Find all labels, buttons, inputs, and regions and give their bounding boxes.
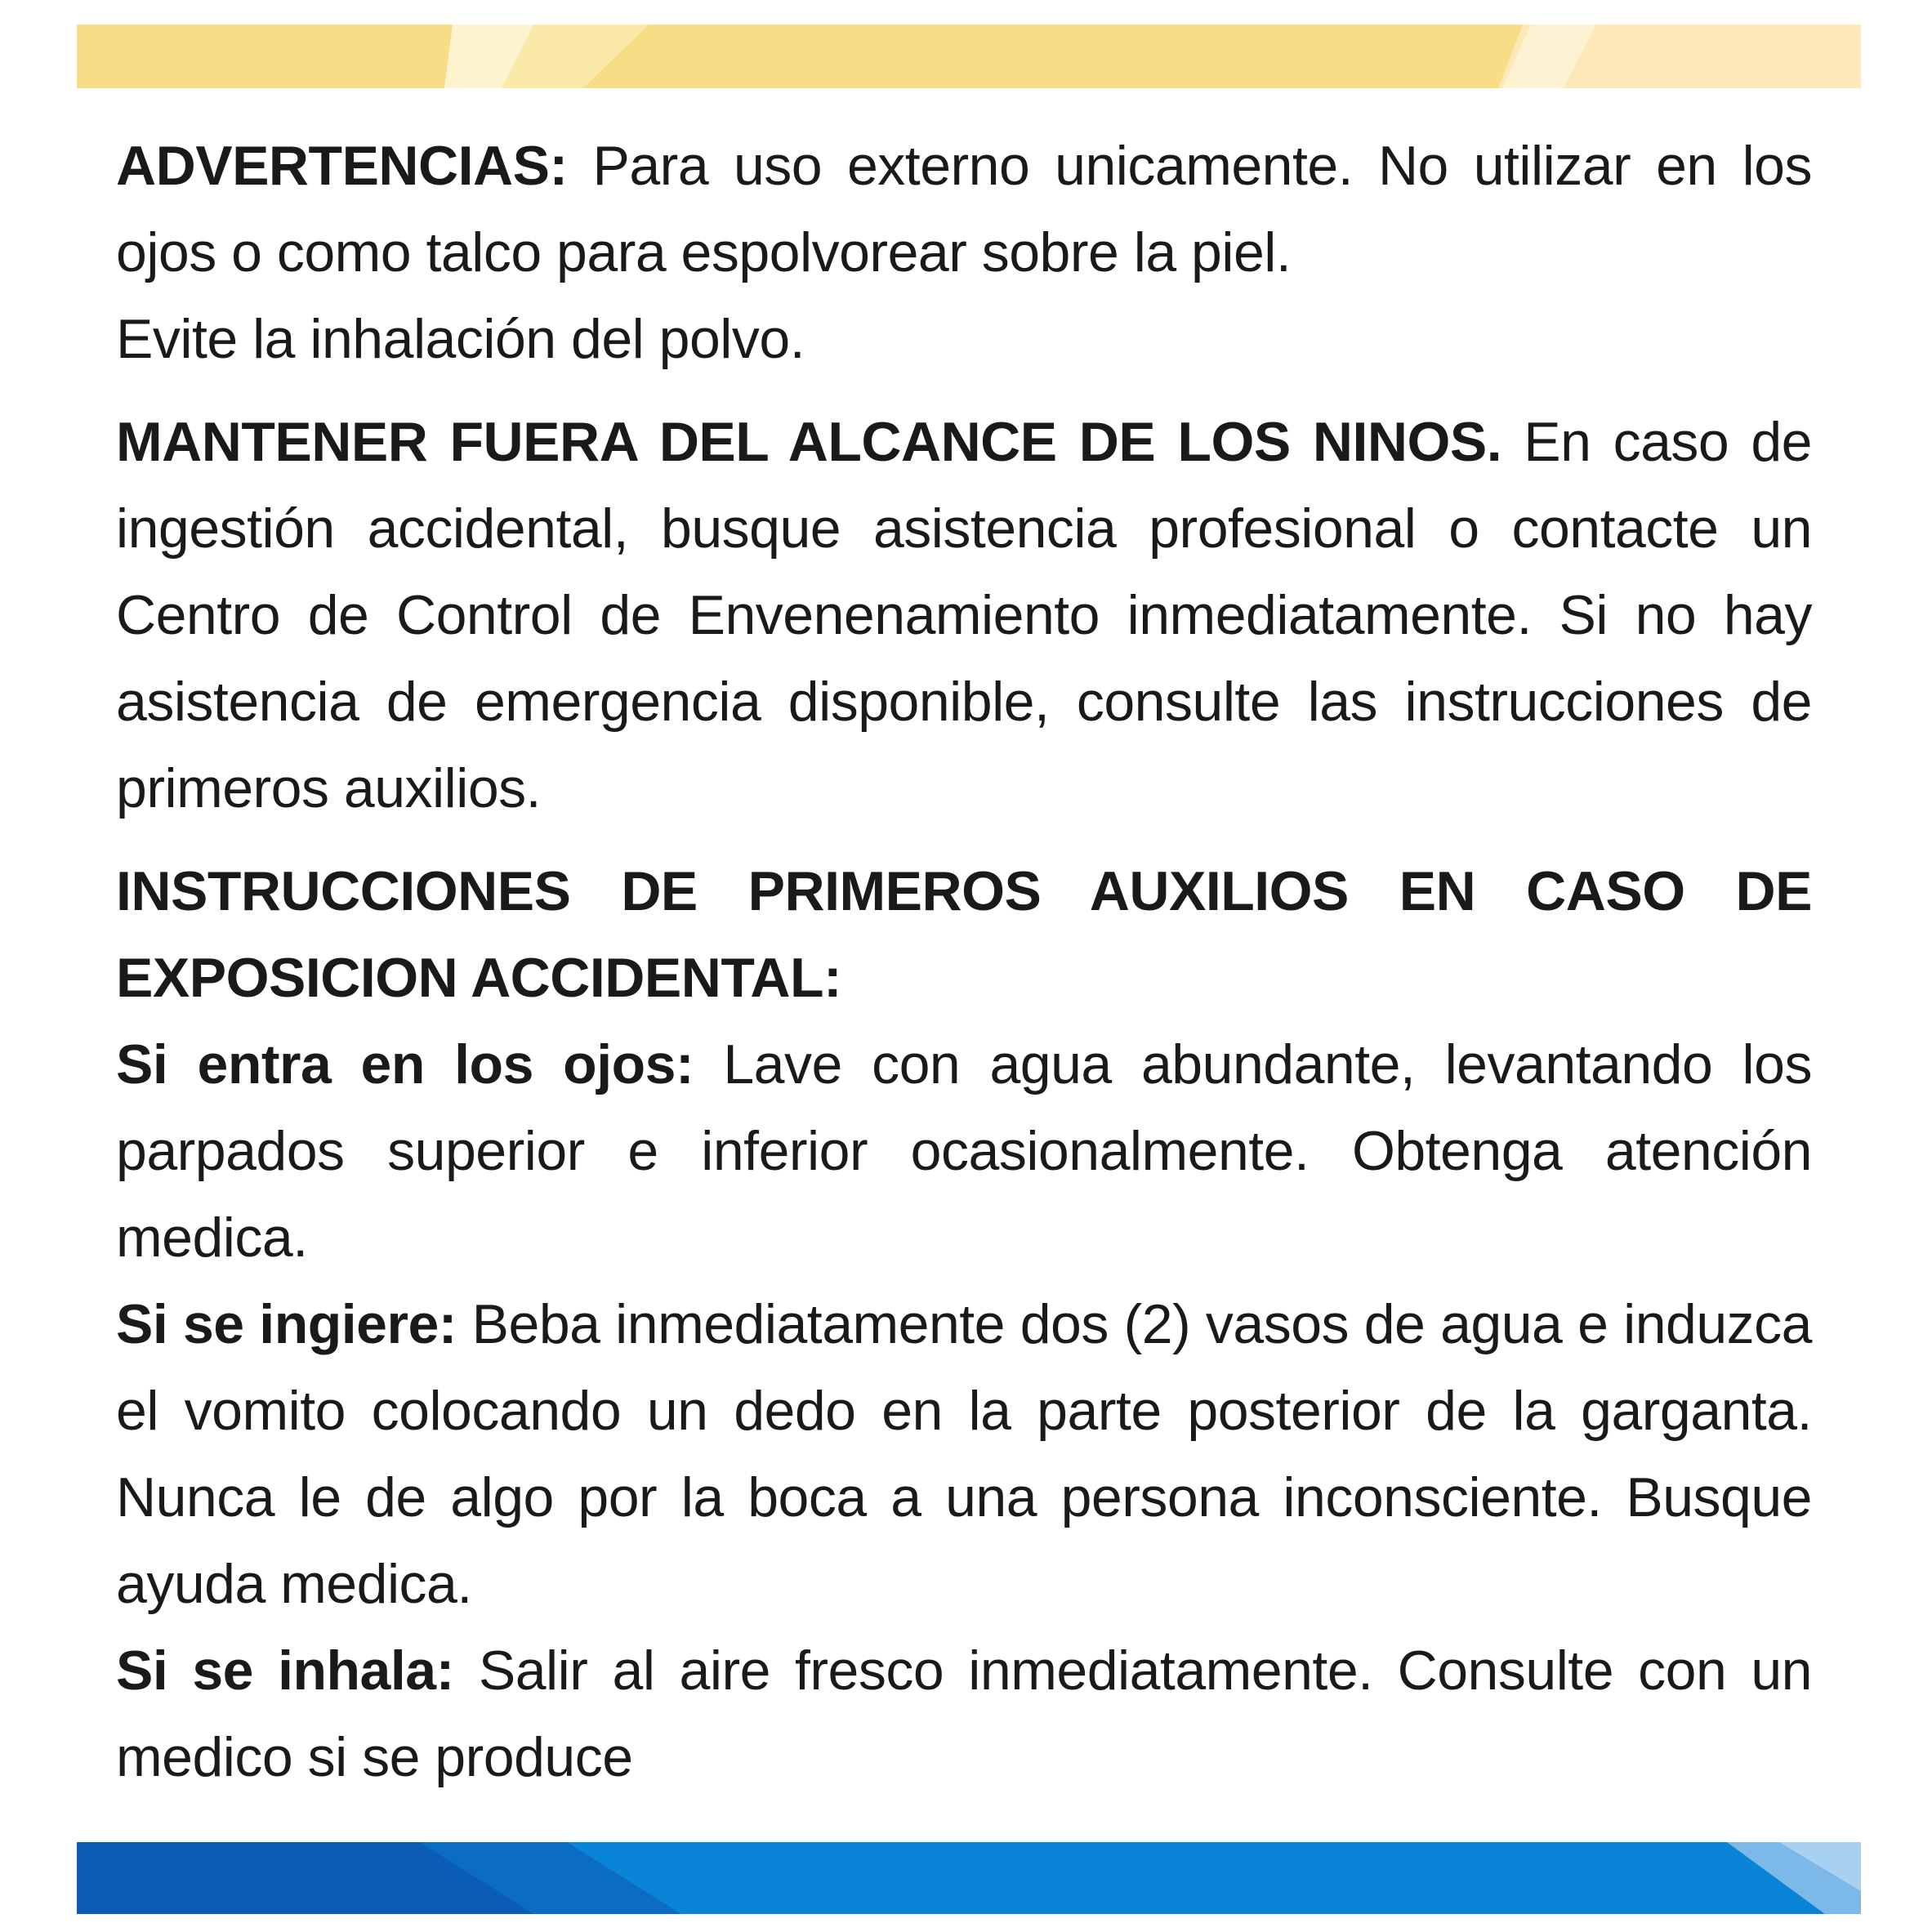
- first-aid-ingestion: [116, 1281, 1812, 1627]
- warnings-heading: ADVERTENCIAS:: [116, 135, 568, 197]
- warnings-text: Para uso externo unicamente. No utilizar en los ojos o como talco para espolvorear sobre la piel.: [116, 135, 1812, 283]
- top-band-graphic: [77, 25, 1861, 88]
- inhalation-text: Salir al aire fresco inmediatamente. Consulte con un medico si se produce: [116, 1640, 1812, 1788]
- ingestion-text: Beba inmediatamente dos (2) vasos de agua e induzca el vomito colocando un dedo en la parte posterior de la garganta. Nunca le de algo por la boca a una persona inconsciente. Busque ayuda medica.: [116, 1293, 1812, 1615]
- warnings-section: [116, 123, 1812, 382]
- eyes-heading: Si entra en los ojos:: [116, 1033, 694, 1095]
- first-aid-inhalation: [116, 1627, 1812, 1800]
- first-aid-eyes: [116, 1021, 1812, 1281]
- bottom-band-graphic: [77, 1842, 1861, 1914]
- children-text: En caso de ingestión accidental, busque asistencia profesional o contacte un Centro de Control de Envenenamiento inmediatamente. Si no hay asistencia de emergencia disponible, consulte las instrucciones de primeros auxilios.: [116, 411, 1812, 819]
- bottom-decorative-band: [77, 1842, 1861, 1914]
- inhalation-heading: Si se inhala:: [116, 1640, 454, 1702]
- children-heading: MANTENER FUERA DEL ALCANCE DE LOS NINOS.: [116, 411, 1502, 473]
- warnings-text-inhalation: Evite la inhalación del polvo.: [116, 308, 805, 370]
- warning-label-text: [116, 123, 1812, 1800]
- eyes-text: Lave con agua abundante, levantando los parpados superior e inferior ocasionalmente. Obtenga atención medica.: [116, 1033, 1812, 1269]
- first-aid-heading: INSTRUCCIONES DE PRIMEROS AUXILIOS EN CASO DE EXPOSICION ACCIDENTAL:: [116, 860, 1812, 1009]
- children-section: [116, 399, 1812, 832]
- top-decorative-band: [77, 25, 1861, 88]
- ingestion-heading: Si se ingiere:: [116, 1293, 457, 1355]
